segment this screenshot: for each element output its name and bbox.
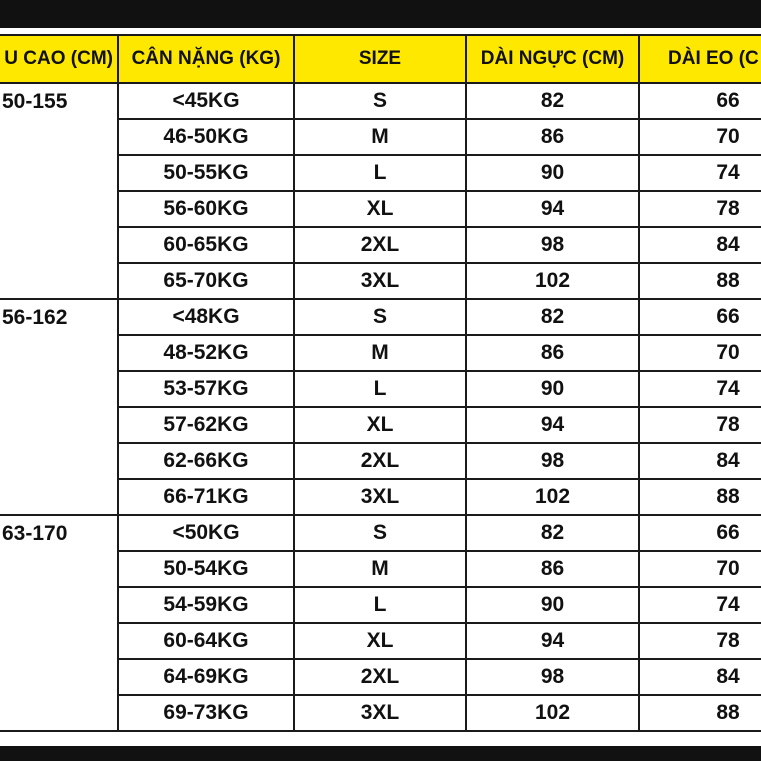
cell-weight: 60-64KG bbox=[118, 623, 294, 659]
cell-size: XL bbox=[294, 623, 466, 659]
cell-weight: 57-62KG bbox=[118, 407, 294, 443]
cell-height bbox=[0, 371, 118, 407]
cell-bust: 82 bbox=[466, 83, 639, 119]
cell-height bbox=[0, 443, 118, 479]
cell-waist: 88 bbox=[639, 263, 761, 299]
cell-waist: 84 bbox=[639, 659, 761, 695]
cell-waist: 74 bbox=[639, 155, 761, 191]
cell-bust: 82 bbox=[466, 299, 639, 335]
cell-size: XL bbox=[294, 407, 466, 443]
cell-size: XL bbox=[294, 191, 466, 227]
cell-waist: 66 bbox=[639, 83, 761, 119]
cell-height bbox=[0, 227, 118, 263]
cell-waist: 70 bbox=[639, 119, 761, 155]
size-rows bbox=[0, 83, 761, 731]
cell-weight: 69-73KG bbox=[118, 695, 294, 731]
cell-waist: 78 bbox=[639, 407, 761, 443]
cell-weight: <45KG bbox=[118, 83, 294, 119]
cell-bust: 86 bbox=[466, 551, 639, 587]
cell-waist: 88 bbox=[639, 479, 761, 515]
cell-size: 2XL bbox=[294, 659, 466, 695]
table-row bbox=[0, 551, 761, 587]
table-row bbox=[0, 695, 761, 731]
cell-height bbox=[0, 623, 118, 659]
cell-height bbox=[0, 659, 118, 695]
cell-size: M bbox=[294, 551, 466, 587]
table-row bbox=[0, 191, 761, 227]
cell-size: S bbox=[294, 515, 466, 551]
cell-weight: 65-70KG bbox=[118, 263, 294, 299]
cell-size: 3XL bbox=[294, 479, 466, 515]
cell-weight: 56-60KG bbox=[118, 191, 294, 227]
cell-bust: 90 bbox=[466, 155, 639, 191]
cell-waist: 74 bbox=[639, 371, 761, 407]
cell-waist: 70 bbox=[639, 551, 761, 587]
cell-size: L bbox=[294, 587, 466, 623]
cell-bust: 94 bbox=[466, 623, 639, 659]
cell-height: 56-162 bbox=[0, 299, 118, 335]
cell-weight: 62-66KG bbox=[118, 443, 294, 479]
cell-height bbox=[0, 335, 118, 371]
cell-weight: 54-59KG bbox=[118, 587, 294, 623]
cell-height: 50-155 bbox=[0, 83, 118, 119]
cell-size: S bbox=[294, 83, 466, 119]
cell-height: 63-170 bbox=[0, 515, 118, 551]
table-row bbox=[0, 83, 761, 119]
table-row bbox=[0, 335, 761, 371]
cell-height bbox=[0, 407, 118, 443]
cell-weight: 50-54KG bbox=[118, 551, 294, 587]
cell-size: M bbox=[294, 119, 466, 155]
cell-size: 3XL bbox=[294, 263, 466, 299]
cell-waist: 66 bbox=[639, 299, 761, 335]
cell-bust: 86 bbox=[466, 119, 639, 155]
cell-size: L bbox=[294, 371, 466, 407]
cell-size: M bbox=[294, 335, 466, 371]
cell-weight: 50-55KG bbox=[118, 155, 294, 191]
cell-height bbox=[0, 191, 118, 227]
cell-size: 3XL bbox=[294, 695, 466, 731]
cell-waist: 66 bbox=[639, 515, 761, 551]
cell-height bbox=[0, 695, 118, 731]
cell-weight: 46-50KG bbox=[118, 119, 294, 155]
cell-size: L bbox=[294, 155, 466, 191]
cell-bust: 102 bbox=[466, 263, 639, 299]
cell-height bbox=[0, 155, 118, 191]
table-row bbox=[0, 407, 761, 443]
cell-bust: 102 bbox=[466, 695, 639, 731]
cell-bust: 94 bbox=[466, 407, 639, 443]
cell-waist: 78 bbox=[639, 191, 761, 227]
table-row bbox=[0, 119, 761, 155]
cell-size: S bbox=[294, 299, 466, 335]
cell-bust: 86 bbox=[466, 335, 639, 371]
cell-height bbox=[0, 551, 118, 587]
table-row bbox=[0, 659, 761, 695]
cell-bust: 94 bbox=[466, 191, 639, 227]
cell-height bbox=[0, 479, 118, 515]
size-chart-sheet bbox=[0, 28, 761, 746]
table-row bbox=[0, 623, 761, 659]
cell-bust: 102 bbox=[466, 479, 639, 515]
cell-waist: 84 bbox=[639, 443, 761, 479]
cell-weight: 64-69KG bbox=[118, 659, 294, 695]
header-waist: DÀI EO (C bbox=[639, 35, 761, 83]
header-size: SIZE bbox=[294, 35, 466, 83]
table-row bbox=[0, 371, 761, 407]
size-chart-table bbox=[0, 34, 761, 732]
cell-size: 2XL bbox=[294, 443, 466, 479]
cell-bust: 98 bbox=[466, 659, 639, 695]
table-row bbox=[0, 479, 761, 515]
header-bust: DÀI NGỰC (CM) bbox=[466, 35, 639, 83]
cell-height bbox=[0, 119, 118, 155]
table-row bbox=[0, 443, 761, 479]
cell-weight: <48KG bbox=[118, 299, 294, 335]
cell-weight: 48-52KG bbox=[118, 335, 294, 371]
cell-weight: 66-71KG bbox=[118, 479, 294, 515]
cell-height bbox=[0, 263, 118, 299]
header-height: U CAO (CM) bbox=[0, 35, 118, 83]
cell-bust: 90 bbox=[466, 587, 639, 623]
cell-waist: 74 bbox=[639, 587, 761, 623]
cell-waist: 70 bbox=[639, 335, 761, 371]
cell-bust: 98 bbox=[466, 443, 639, 479]
cell-height bbox=[0, 587, 118, 623]
cell-size: 2XL bbox=[294, 227, 466, 263]
cell-bust: 82 bbox=[466, 515, 639, 551]
cell-weight: <50KG bbox=[118, 515, 294, 551]
table-row bbox=[0, 155, 761, 191]
cell-waist: 78 bbox=[639, 623, 761, 659]
cell-waist: 88 bbox=[639, 695, 761, 731]
cell-bust: 98 bbox=[466, 227, 639, 263]
table-row bbox=[0, 299, 761, 335]
header-row bbox=[0, 35, 761, 83]
cell-waist: 84 bbox=[639, 227, 761, 263]
cell-weight: 60-65KG bbox=[118, 227, 294, 263]
header-weight: CÂN NẶNG (KG) bbox=[118, 35, 294, 83]
table-row bbox=[0, 587, 761, 623]
table-row bbox=[0, 263, 761, 299]
table-row bbox=[0, 515, 761, 551]
cell-bust: 90 bbox=[466, 371, 639, 407]
table-row bbox=[0, 227, 761, 263]
cell-weight: 53-57KG bbox=[118, 371, 294, 407]
